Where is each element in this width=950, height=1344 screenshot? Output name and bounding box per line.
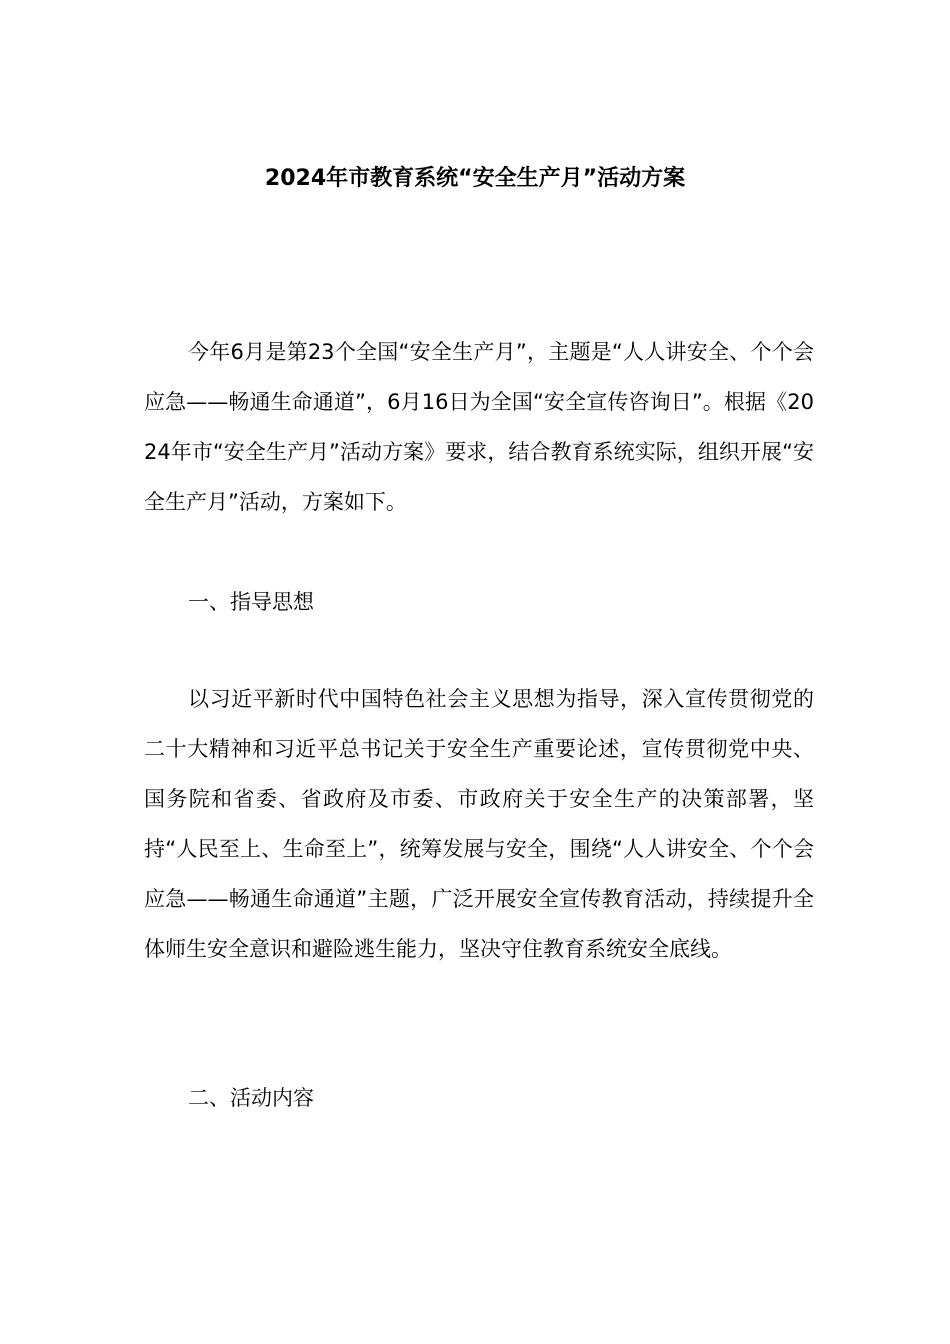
section-heading-guiding-ideology: 一、指导思想 <box>188 590 314 614</box>
intro-paragraph: 今年6月是第23个全国“安全生产月”，主题是“人人讲安全、个个会应急——畅通生命通道”，6月16日为全国“安全宣传咨询日”。根据《2024年市“安全生产月”活动方案》要求，结合教育系统实际，组织开展“安全生产月”活动，方案如下。 <box>144 340 814 514</box>
guiding-ideology-paragraph: 以习近平新时代中国特色社会主义思想为指导，深入宣传贯彻党的二十大精神和习近平总书记关于安全生产重要论述，宣传贯彻党中央、国务院和省委、省政府及市委、市政府关于安全生产的决策部署，坚持“人民至上、生命至上”，统筹发展与安全，围绕“人人讲安全、个个会应急——畅通生命通道”主题，广泛开展安全宣传教育活动，持续提升全体师生安全意识和避险逃生能力，坚决守住教育系统安全底线。 <box>144 687 814 961</box>
document-title: 2024年市教育系统“安全生产月”活动方案 <box>264 166 686 191</box>
section-heading-activity-content: 二、活动内容 <box>188 1086 314 1110</box>
